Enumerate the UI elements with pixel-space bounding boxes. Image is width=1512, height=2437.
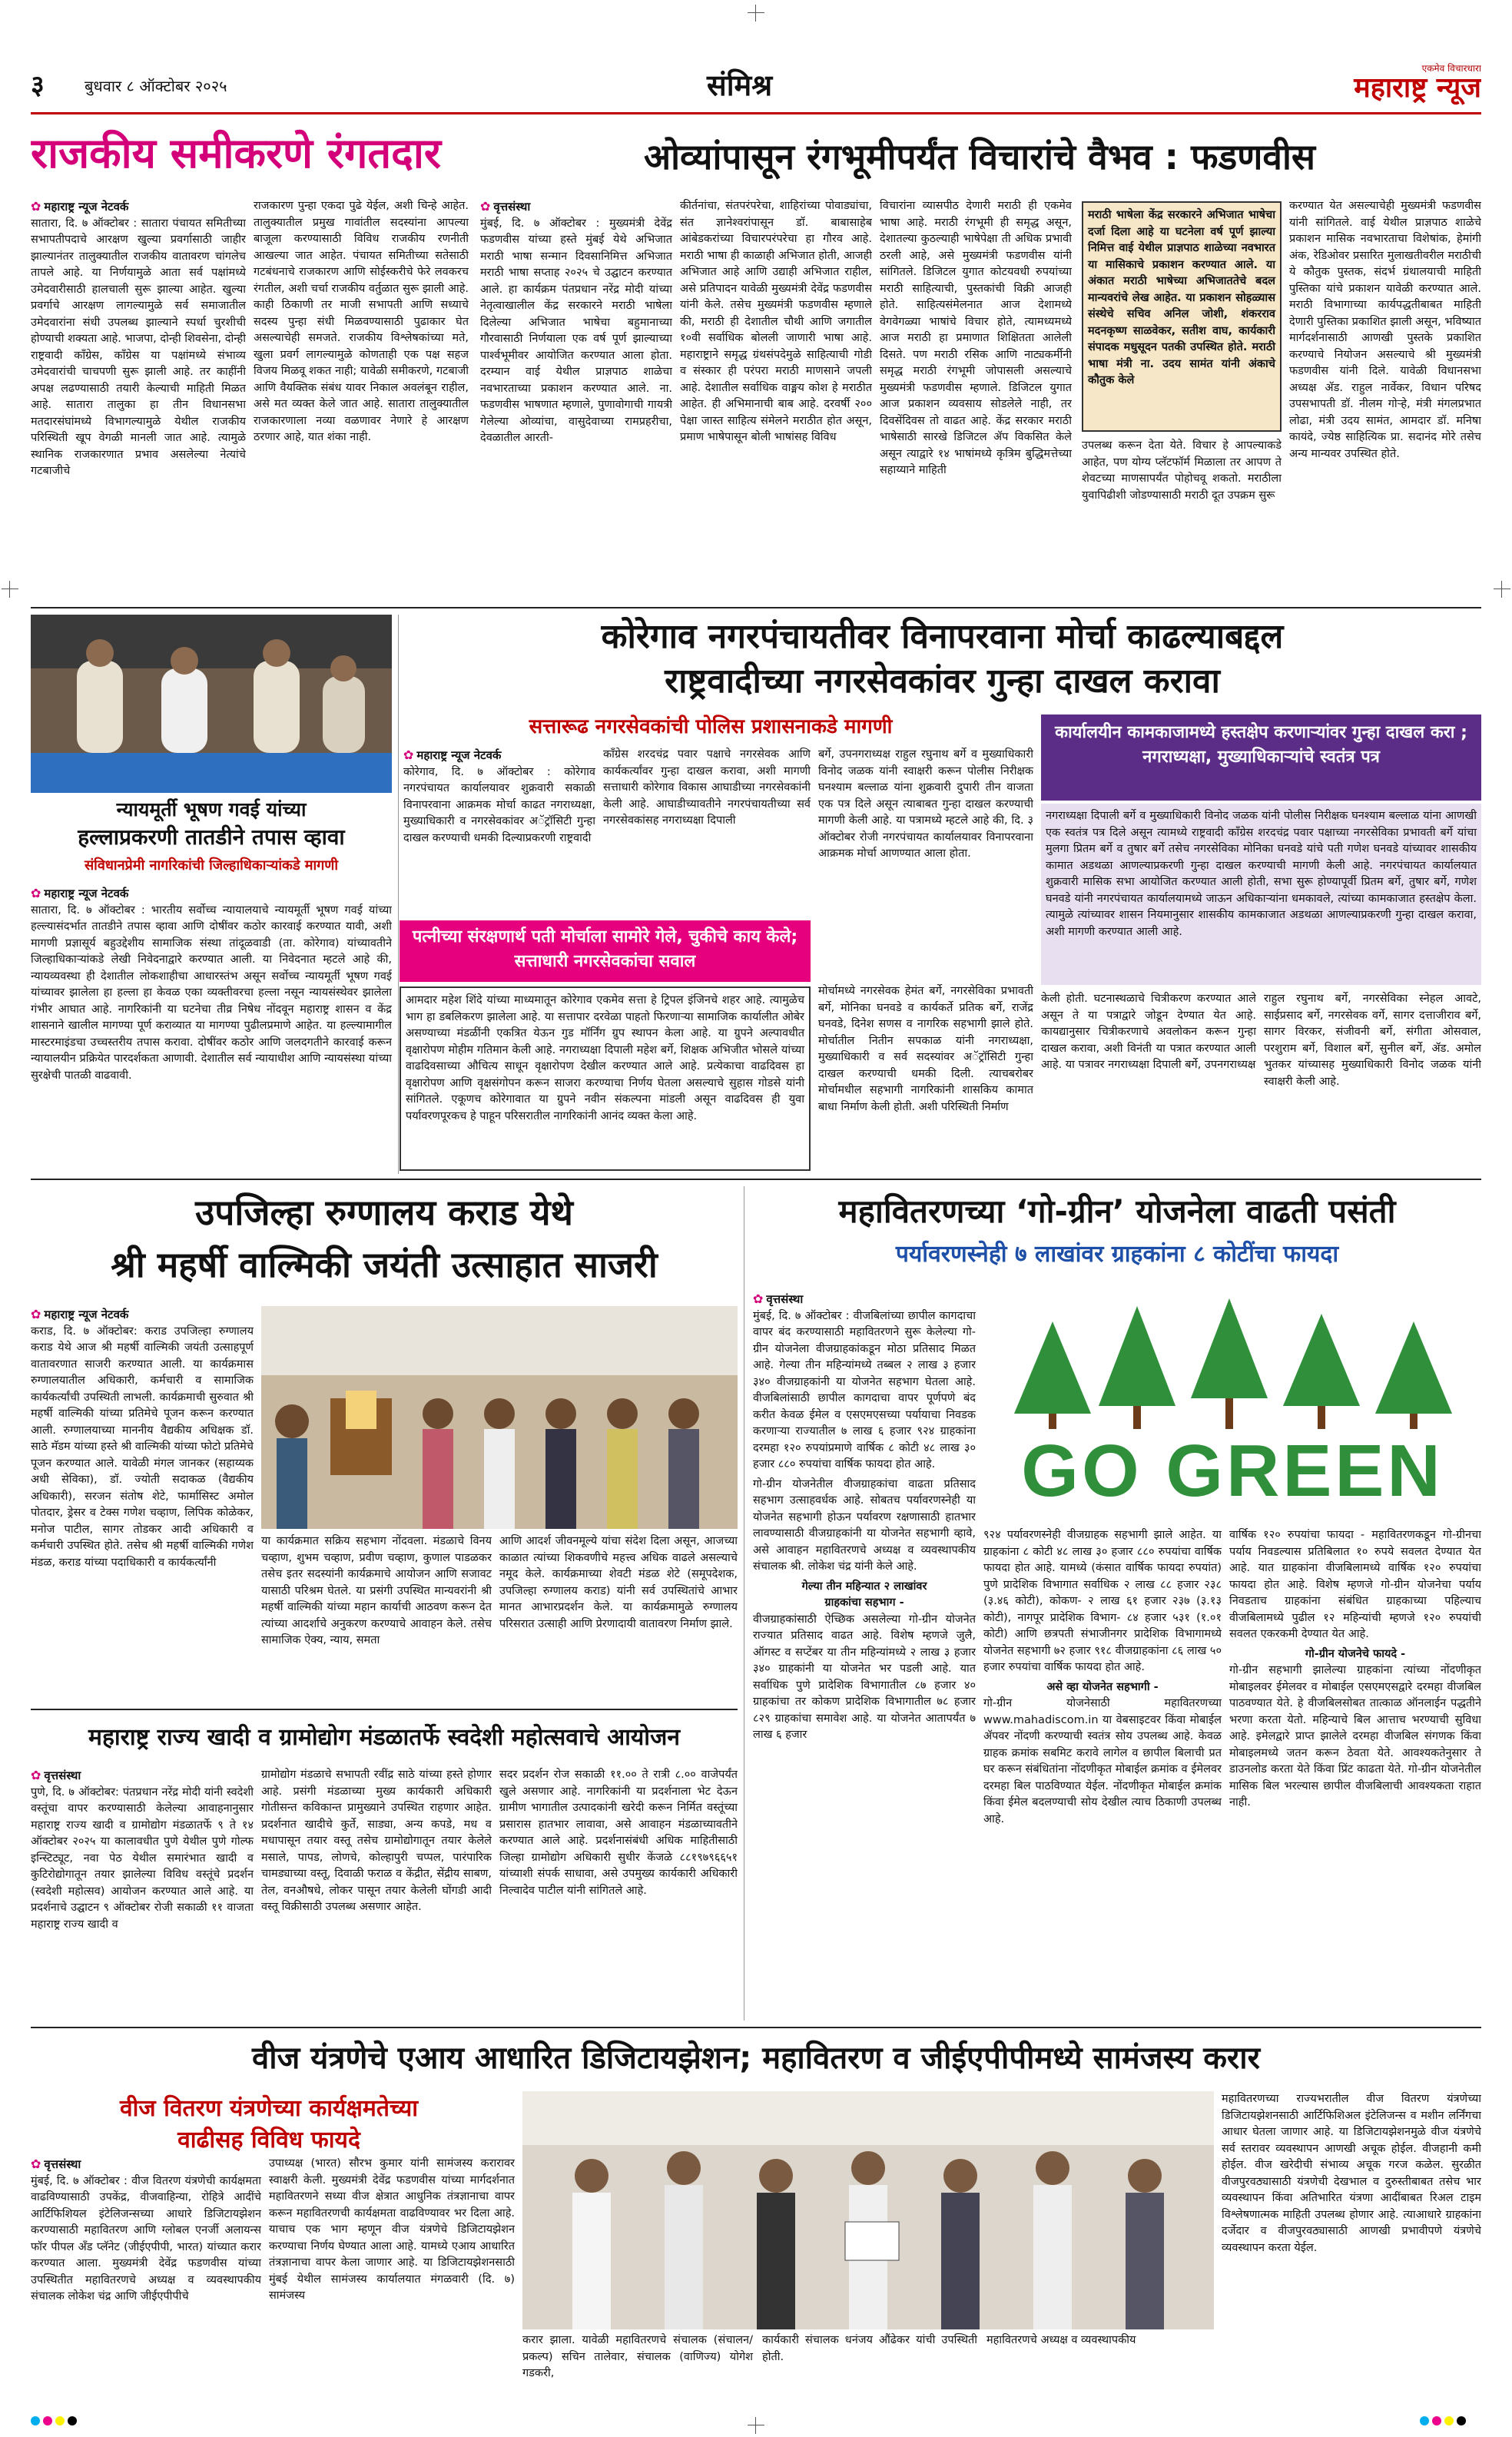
body-text: गो-ग्रीन सहभागी झालेल्या ग्राहकांना त्यांच्या नोंदणीकृत मोबाइलवर ईमेलवर व मोबाईल एसएमएसद्वारे दरमहा वीजबिल पाठवण्यात येते. हे वीजबिलसोबत तात्काळ ऑनलाईन पद्धतीने भरणा करता येतो. महिन्याचे बिल आत्ताच भरण्याची सुविधा आहे. इमेलद्वारे प्राप्त झालेले दरमहा वीजबिल संगणक किंवा मोबाइलमध्ये जतन करून ठेवता येते. आवश्यकतेनुसार ते डाउनलोड करता येते किंवा प्रिंट काढता येते. गो-ग्रीन योजनेतील मासिक बिल भरल्यास छापील वीजबिलाची आवश्यकता राहात नाही. bbox=[1229, 1664, 1481, 1809]
page-number: ३ bbox=[31, 70, 45, 101]
ai-photo-caption bbox=[522, 2333, 1214, 2409]
body-text: मोर्चामध्ये नगरसेवक हेमंत बर्गे, नगरसेविका प्रभावती बर्गे, मोनिका घनवडे व कार्यकर्ते प्रतिक बर्गे, राजेंद्र घनवडे, दिनेश सणस व नागरिक सहभागी झाले होते. मोर्चातील नितीन सपकाळ यांनी नगराध्यक्षा, मुख्याधिकारी व सर्व सदस्यांवर अॅट्रॉसिटी गुन्हा दाखल करण्याची धमकी दिली. त्याचबरोबर मोर्चामधील सहभागी नागरिकांनी शासकिय कामात बाधा निर्माण केली होती. अशी परिस्थिती निर्माण bbox=[818, 985, 1033, 1113]
koregaon-headline bbox=[403, 615, 1481, 707]
fadnavis-column-3 bbox=[880, 198, 1072, 599]
color-registration-left bbox=[31, 2414, 92, 2426]
flower-icon: ✿ bbox=[31, 199, 41, 214]
go-green-logo bbox=[983, 1291, 1481, 1521]
byline: महाराष्ट्र न्यूज नेटवर्क bbox=[44, 887, 129, 900]
registration-mark-bottom bbox=[748, 2417, 764, 2434]
column-divider bbox=[398, 615, 399, 1174]
gogreen-column-1 bbox=[753, 1291, 976, 2021]
page-date: बुधवार ८ ऑक्टोबर २०२५ bbox=[85, 77, 227, 95]
go-green-logo-text: GO GREEN bbox=[1021, 1430, 1444, 1512]
koregaon-headline-line2: राष्ट्रवादीच्या नगरसेवकांवर गुन्हा दाखल करावा bbox=[665, 661, 1220, 701]
byline: वृत्तसंस्था bbox=[44, 1769, 81, 1782]
valmiki-column-1 bbox=[31, 1306, 254, 1706]
body-text: सातारा, दि. ७ ऑक्टोबर : सातारा पंचायत समितीच्या सभापतीपदाचे आरक्षण खुल्या प्रवर्गासाठी जाहीर झाल्यानंतर तालुक्यातील राजकीय वातावरण चांगलेच तापले आहे. या निर्णयामुळे आता सर्व पक्षांमध्ये उमेदवारीसाठी हालचाली सुरू झाल्या आहेत. खुल्या प्रवर्गाचे आरक्षण लागल्यामुळे सर्व समाजातील उमेदवारांना संधी उपलब्ध झाल्याने स्पर्धा चुरशीची होण्याची शक्यता आहे. भाजपा, दोन्ही शिवसेना, दोन्ही राष्ट्रवादी काँग्रेस, काँग्रेस या पक्षांमध्ये संभाव्य उमेदवारांची चाचपणी सुरू झाली आहे. तर काहींनी अपक्ष लढण्यासाठी तयारी केल्याची माहिती मिळत आहे. सातारा तालुका हा तीन विधानसभा मतदारसंघांमध्ये विभागल्यामुळे येथील राजकीय परिस्थिती खूप वेगळी मानली जात आहे. त्यामुळे स्थानिक राजकारणात प्रभाव असलेल्या नेत्यांचे गटबाजीचे bbox=[31, 217, 246, 477]
gavai-body bbox=[31, 885, 392, 1174]
section-title: संमिश्र bbox=[707, 68, 773, 102]
koregaon-purple-banner: कार्यालयीन कामकाजामध्ये हस्तक्षेप करणाऱ्यांवर गुन्हा दाखल करा ; नगराध्यक्षा, मुख्याधिकाऱ्यांचे स्वतंत्र पत्र bbox=[1041, 715, 1481, 801]
fadnavis-column-2 bbox=[680, 198, 872, 599]
body-text: केली होती. घटनास्थळाचे चित्रीकरण करण्यात आले असून ते या पत्राद्वारे जोडून देण्यात येत आहे. कायद्यानुसार चित्रीकरणाचे अवलोकन करून गुन्हा दाखल करावा, अशी विनंती या पत्रात करण्यात आली आहे. या पत्रावर नगराध्यक्षा दिपाली बर्गे, उपनगराध्यक्ष bbox=[1041, 993, 1256, 1071]
body-text: वीजग्राहकांसाठी ऐच्छिक असलेल्या गो-ग्रीन योजनेत राज्यात प्रतिसाद वाढत आहे. विशेष म्हणजे जुलै, ऑगस्ट व सप्टेंबर या तीन महिन्यांमध्ये २ लाख ३ हजार ३४० ग्राहकांनी या योजनेत भर पडली आहे. यात सर्वाधिक पुणे प्रादेशिक विभागातील ८७ हजार ४० ग्राहकांचा तर कोकण प्रादेशिक विभागातील ७८ हजार ८२९ ग्राहकांचा समावेश आहे. या योजनेत आतापर्यंत ७ लाख ६ हजार bbox=[753, 1613, 976, 1741]
flower-icon: ✿ bbox=[31, 2157, 41, 2171]
fadnavis-boxed-note: मराठी भाषेला केंद्र सरकारने अभिजात भाषेचा दर्जा दिला आहे या घटनेला वर्ष पूर्ण झाल्या निमित्त वाई येथील प्राज्ञपाठ शाळेच्या नवभारत या मासिकाचे प्रकाशन करण्यात आले. या अंकात मराठी भाषेच्या अभिजाततेचे बदल मान्यवरांचे लेख आहेत. या प्रकाशन सोहळ्यास संस्थेचे सचिव अनिल जोशी, शंकरराव मदनकृष्ण साळवेकर, सतीश वाघ, कार्यकारी संपादक मधुसूदन पतकी उपस्थित होते. मराठी भाषा मंत्री ना. उदय सामंत यांनी अंकाचे कौतुक केले bbox=[1082, 201, 1282, 432]
byline: महाराष्ट्र न्यूज नेटवर्क bbox=[44, 200, 129, 214]
byline: महाराष्ट्र न्यूज नेटवर्क bbox=[416, 748, 502, 762]
registration-mark-left bbox=[2, 581, 18, 598]
byline: वृत्तसंस्था bbox=[44, 2157, 81, 2171]
body-text: मुंबई, दि. ७ ऑक्टोबर : मुख्यमंत्री देवेंद्र फडणवीस यांच्या हस्ते मुंबई येथे अभिजात मराठी भाषा सन्मान दिवसानिमित्त अभिजात मराठी भाषा सप्ताह २०२५ चे उद्घाटन करण्यात आले. हा कार्यक्रम पंतप्रधान नरेंद्र मोदी यांच्या नेतृत्वाखालील केंद्र सरकारने मराठी भाषेला दिलेल्या अभिजात भाषेचा बहुमानाच्या गौरवासाठी निर्णयाला एक वर्ष पूर्ण झाल्याच्या पार्श्वभूमीवर आयोजित करण्यात आला होता. दरम्यान वाई येथील प्राज्ञपाठ शाळेचा नवभारताच्या प्रकाशन करण्यात आले. ना. फडणवीस भाषणात म्हणाले, पुणावोगाची गायत्री गेलेल्या ओव्यांचा, वासुदेवाच्या रामप्रहरीचा, देवळातील आरती- bbox=[480, 217, 672, 444]
koregaon-column-4 bbox=[818, 983, 1033, 1174]
ai-column-4 bbox=[1222, 2091, 1481, 2409]
body-text: बर्गे, उपनगराध्यक्ष राहुल रघुनाथ बर्गे व मुख्याधिकारी विनोद जळक यांनी स्वाक्षरी करून पोलीस निरीक्षक घनश्याम बल्लाळ यांना शुक्रवारी दुपारी तीन वाजता एक पत्र दिले असून त्याबाबत गुन्हा दाखल करण्याची मागणी केली आहे. या पत्रामध्ये म्हटले आहे की, दि. ३ ऑक्टोबर रोजी नगरपंचायत कार्यालयावर विनापरवाना आक्रमक मोर्चा आणण्यात आला होता. bbox=[818, 748, 1033, 860]
gavai-headline-line1: न्यायमूर्ती भूषण गवई यांच्या bbox=[116, 798, 307, 821]
koregaon-column-5 bbox=[1041, 991, 1256, 1174]
gavai-headline-line2: हल्लाप्रकरणी तातडीने तपास व्हावा bbox=[78, 824, 345, 850]
registration-mark-top bbox=[748, 5, 764, 22]
khadi-column-2 bbox=[261, 1767, 492, 2021]
brand-tagline: एकमेव विचारधारा bbox=[1421, 63, 1481, 74]
fadnavis-headline: ओव्यांपासून रंगभूमीपर्यंत विचारांचे वैभव : फडणवीस bbox=[644, 136, 1315, 177]
body-text: काँग्रेस शरदचंद्र पवार पक्षाचे नगरसेवक आणि कार्यकर्त्यांवर गुन्हा दाखल करावा, अशी मागणी सत्ताधारी कोरेगाव विकास आघाडीच्या नगरसेवकांनी केली आहे. आघाडीच्यावतीने नगरपंचायतीच्या सर्व नगरसेवकांसह नगराध्यक्षा दिपाली bbox=[603, 748, 811, 827]
fadnavis-column-4 bbox=[1082, 438, 1282, 599]
protest-photo bbox=[31, 615, 392, 793]
body-text: उपलब्ध करून देता येते. विचार हे आपल्याकडे आहेत, पण योग्य प्लॅटफॉर्म मिळाला तर आपण ते शेवटच्या माणसापर्यंत पोहोचवू शकतो. मराठीला युवापिढीशी जोडण्यासाठी मराठी दूत उपक्रम सुरू bbox=[1082, 439, 1282, 502]
koregaon-pink-box: पत्नीच्या संरक्षणार्थ पती मोर्चाला सामोरे गेले, चुकीचे काय केले; सत्ताधारी नगरसेवकांचा सवाल bbox=[400, 920, 811, 982]
khadi-headline: महाराष्ट्र राज्य खादी व ग्रामोद्योग मंडळातर्फे स्वदेशी महोत्सवाचे आयोजन bbox=[88, 1724, 680, 1751]
rajkiya-column-2 bbox=[254, 198, 469, 599]
body-text: उपाध्यक्ष (भारत) सौरभ कुमार यांनी सामंजस्य करारावर स्वाक्षरी केली. मुख्यमंत्री देवेंद्र फडणवीस यांच्या मार्गदर्शनात महावितरणने सध्या वीज क्षेत्रात आधुनिक तंत्रज्ञानाचा वापर करून महावितरणची कार्यक्षमता वाढविण्यावर भर दिला आहे. याचाच एक भाग म्हणून वीज यंत्रणेचे डिजिटायझेशन करण्याचा निर्णय घेण्यात आला आहे. यामध्ये एआय आधारित तंत्रज्ञानाचा वापर केला जाणार आहे. या डिजिटायझेशनसाठी मुंबई येथील सामंजस्य कार्यालयात मंगळवारी (दि. ७) सामंजस्य bbox=[269, 2157, 515, 2302]
section-divider bbox=[31, 1179, 1481, 1180]
koregaon-headline-line1: कोरेगाव नगरपंचायतीवर विनापरवाना मोर्चा काढल्याबद्दल bbox=[601, 617, 1284, 656]
valmiki-event-photo bbox=[261, 1306, 738, 1529]
fadnavis-column-5 bbox=[1289, 198, 1481, 599]
body-text: करण्यात येत असल्याचेही मुख्यमंत्री फडणवीस यांनी सांगितले. वाई येथील प्राज्ञपाठ शाळेचे प्रकाशन मासिक नवभारताचा विशेषांक, हेमांगी अंक, रेडिओवर प्रसारित मुलाखतीवरील मराठीची ये कौतुक पुस्तक, संदर्भ ग्रंथालयाची माहिती पुस्तिका यांचे प्रकाशन यावेळी करण्यात आले. मराठी विभागाच्या कार्यपद्धतीबाबत माहिती देणारी पुस्तिका प्रकाशित झाली असून, भविष्यात मार्गदर्शनासाठी आणखी पुस्तके प्रकाशित करण्याचे नियोजन असल्याचे श्री मुख्यमंत्री फडणवीस यांनी दिले. यावेळी विधानसभा अध्यक्ष ॲड. राहुल नार्वेकर, विधान परिषद उपसभापती डॉ. नीलम गोऱ्हे, मंत्री मंगलप्रभात लोढा, मंत्री उदय सामंत, आमदार डॉ. मनिषा कायंदे, ज्येष्ठ साहित्यिक प्रा. सदानंद मोरे तसेच अन्य मान्यवर उपस्थित होते. bbox=[1289, 200, 1481, 460]
valmiki-column-2 bbox=[261, 1533, 492, 1703]
body-text: महावितरणच्या राज्यभरातील वीज वितरण यंत्रणेच्या डिजिटायझेशनसाठी आर्टिफिशिअल इंटेलिजन्स व मशीन लर्निंगचा आधार घेतला जाणार आहे. या डिजिटायझेशनमुळे वीज यंत्रणेचे सर्व स्तरावर व्यवस्थापन आणखी अचूक होईल. वीजहानी कमी होईल. वीज खरेदीची संभाव्य अचूक गरज कळेल. सुरळीत वीजपुरवठ्यासाठी यंत्रणेची देखभाल व दुरुस्तीबाबत तसेच भार व्यवस्थापन किंवा अतिभारित यंत्रणा आदींबाबत रिअल टाइम विश्लेषणात्मक माहिती उपलब्ध होणार आहे. त्याआधारे ग्राहकांना दर्जेदार व वीजपुरवठ्यासाठी आणखी प्रभावीपणे यंत्रणेचे व्यवस्थापन करता येईल. bbox=[1222, 2093, 1481, 2254]
body-text: मुंबई, दि. ७ ऑक्टोबर : वीज वितरण यंत्रणेची कार्यक्षमता वाढविण्यासाठी उपकेंद्र, वीजवाहिन्या, रोहित्रे आदींचे आर्टिफिशियल इंटेलिजन्सच्या आधारे डिजिटायझेशन करण्यासाठी महावितरण आणि ग्लोबल एनर्जी अलायन्स फॉर पीपल ॲंड प्लॅनेट (जीईएपीपी, भारत) यांच्यात करार करण्यात आला. मुख्यमंत्री देवेंद्र फडणवीस यांच्या उपस्थितीत महावितरणचे अध्यक्ष व व्यवस्थापकीय संचालक लोकेश चंद्र आणि जीईएपीपीचे bbox=[31, 2174, 261, 2303]
valmiki-headline-line2: श्री महर्षी वाल्मिकी जयंती उत्साहात साजरी bbox=[111, 1244, 658, 1285]
caption-text: महावितरणचे अध्यक्ष व व्यवस्थापकीय bbox=[986, 2334, 1136, 2346]
section-divider bbox=[31, 607, 1481, 608]
body-text: कोरेगाव, दि. ७ ऑक्टोबर : कोरेगाव नगरपंचायत कार्यालयावर शुक्रवारी सकाळी विनापरवाना आक्रमक मोर्चा काढत नगराध्यक्षा, मुख्याधिकारी व नगरसेवकांवर अॅट्रॉसिटी गुन्हा दाखल करण्याची धमकी दिल्याप्रकरणी राष्ट्रवादी bbox=[403, 765, 595, 844]
gogreen-headline: महावितरणच्या ‘गो-ग्रीन’ योजनेला वाढती पसंती पर्यावरणस्नेही ७ लाखांवर ग्राहकांना ८ कोटींचा फायदा bbox=[753, 1186, 1481, 1286]
rajkiya-column-1 bbox=[31, 198, 246, 599]
koregaon-column-2 bbox=[603, 747, 811, 923]
body-text: सातारा, दि. ७ ऑक्टोबर : भारतीय सर्वोच्च न्यायालयाचे न्यायमूर्ती भूषण गवई यांच्या हल्ल्यासंदर्भात तातडीने तपास व्हावा आणि दोषींवर कठोर कारवाई करण्यात यावी, अशी मागणी प्रज्ञासूर्य बहुउद्देशीय सामाजिक संस्था तांदूळवाडी (ता. कोरेगाव) यांच्यावतीने जिल्हाधिकाऱ्यांकडे लेखी निवेदनाद्वारे करण्यात आली. या निवेदनात म्हटले आहे की, न्यायव्यवस्था ही देशातील लोकशाहीचा आधारस्तंभ असून सर्वोच्च न्यायमूर्ती भूषण गवई यांच्यावर झालेला हा हल्ला हा केवळ एका व्यक्तीवरचा हल्ला नसून न्यायसंस्थेवर झालेला गंभीर आघात आहे. नागरिकांनी या घटनेचा तीव्र निषेध नोंदवून महाराष्ट्र शासन व केंद्र शासनाने खालील मागण्या पूर्ण कराव्यात या मागण्या पुढीलप्रमाणे आहेत. या हल्ल्यामागील मास्टरमाइंडचा उच्चस्तरीय तपास करावा. दोषींवर कठोर आणि जलदगतीने कारवाई करून न्यायालयीन प्रक्रियेत पारदर्शकता आणावी. देशातील सर्व न्यायाधीश आणि न्यायसंस्था यांच्या सुरक्षेची पातळी वाढवावी. bbox=[31, 904, 392, 1082]
body-text: विचारांना व्यासपीठ देणारी मराठी ही एकमेव भाषा आहे. मराठी रंगभूमी ही समृद्ध असून, देशातल्या कुठल्याही भाषेपेक्षा ती अधिक प्रभावी ठरली आहे, असे मुख्यमंत्री फडणवीस यांनी सांगितले. डिजिटल युगात कोटयवधी रुपयांच्या मराठी साहित्याची, पुस्तकांची विक्री आजही होते. साहित्यसंमेलनात आज देशामध्ये वेगवेगळ्या भाषांचे विचार होते, त्यामध्यमध्ये आज मराठी हा प्रमाणात शिक्षितता आलेली दिसते. पण मराठी रसिक आणि नाट्यकर्मीनी समृद्ध मराठी रंगभूमी जोपासली असल्याचे मुख्यमंत्री फडणवीस म्हणाले. डिजिटल युगात आज प्रकाशन व्यवसाय सोडलेले नाही, तर दिवसेंदिवस तो वाढत आहे. केंद्र सरकार मराठी भाषेसाठी सारखे डिजिटल ॲप विकसित केले असून त्याद्वारे १४ भाषांमध्ये कृत्रिम बुद्धिमत्तेच्या सहाय्याने माहिती bbox=[880, 200, 1072, 476]
section-divider bbox=[31, 2027, 1481, 2028]
masthead bbox=[31, 61, 1481, 108]
flower-icon: ✿ bbox=[31, 1768, 41, 1782]
gavai-headline bbox=[31, 796, 392, 880]
caption-text: कार्यकारी संचालक धनंजय औंढेकर यांची उपस्थिती होती. bbox=[762, 2334, 977, 2363]
koregaon-column-1 bbox=[403, 747, 595, 923]
flower-icon: ✿ bbox=[31, 886, 41, 900]
body-text: पुणे, दि. ७ ऑक्टोबर: पंतप्रधान नरेंद्र मोदी यांनी स्वदेशी वस्तूंचा वापर करण्यासाठी केलेल्या आवाहनानुसार महाराष्ट्र राज्य खादी व ग्रामोद्योग मंडळातर्फे ९ ते १४ ऑक्टोबर २०२५ या कालावधीत पुणे येथील पुणे गोल्फ इन्स्टिट्यूट, नवा पेठ येथील समारंभात खादी व कुटिरोद्योगातून तयार झालेल्या विविध वस्तूंचे प्रदर्शन (स्वदेशी महोत्सव) आयोजन करण्यात आले आहे. या प्रदर्शनाचे उद्घाटन ९ ऑक्टोबर रोजी सकाळी ११ वाजता महाराष्ट्र राज्य खादी व bbox=[31, 1785, 254, 1931]
masthead-rule bbox=[31, 112, 1481, 114]
ai-column-1 bbox=[31, 2156, 261, 2409]
byline: महाराष्ट्र न्यूज नेटवर्क bbox=[44, 1308, 129, 1321]
mou-photo bbox=[522, 2091, 1214, 2329]
registration-mark-right bbox=[1494, 581, 1510, 598]
fadnavis-column-1 bbox=[480, 198, 672, 599]
ai-column-2 bbox=[269, 2156, 515, 2409]
byline: वृत्तसंस्था bbox=[766, 1292, 804, 1306]
body-text: राजकारण पुन्हा एकदा पुढे येईल, अशी चिन्हे आहेत. तालुक्यातील प्रमुख गावांतील सदस्यांना आपल्या बाजूला करण्यासाठी विविध राजकीय रणनीती आखल्या जात आहेत. पंचायत समितीच्या सतेसाठी गटबंधनाचे राजकारण आणि सोईस्करीचे फेरे लवकरच रंगतील, अशी चर्चा राजकीय वर्तुळात सुरू झाली आहे. काही ठिकाणी तर माजी सभापती आणि सध्याचे सदस्य पुन्हा संधी मिळवण्यासाठी पुढाकार घेत असल्याचेही समजते. राजकीय विश्लेषकांच्या मते, खुला प्रवर्ग लागल्यामुळे कोणताही एक पक्ष सहज विजय मिळवू शकत नाही; यावेळी समीकरणे, गटबाजी आणि वैयक्तिक संबंध यावर निकाल अवलंबून राहील, असे मत व्यक्त केले जात आहे. सातारा तालुक्यातील राजकारणाला नव्या वळणावर नेणारे हे आरक्षण ठरणार आहे, यात शंका नाही. bbox=[254, 200, 469, 443]
flower-icon: ✿ bbox=[31, 1307, 41, 1321]
flower-icon: ✿ bbox=[403, 748, 414, 762]
koregaon-column-6 bbox=[1264, 991, 1481, 1174]
body-text: गो-ग्रीन योजनेसाठी महावितरणच्या www.mahadiscom.in या वेबसाइटवर किंवा मोबाईल ॲपवर नोंदणी करण्याची स्वतंत्र सोय उपलब्ध आहे. केवळ ग्राहक क्रमांक सबमिट करावे लागेल व छापील बिलाची प्रत घर करून संबंधितांना नोंदणीकृत मोबाईल क्रमांक व ईमेलवर दरमहा बिल पाठविण्यात येईल. नोंदणीकृत मोबाईल क्रमांक किंवा ईमेल बदलण्याची सोय देखील त्याच ठिकाणी उपलब्ध आहे. bbox=[983, 1697, 1222, 1825]
body-text: वार्षिक १२० रुपयांचा फायदा - महावितरणकडून गो-ग्रीनचा पर्याय निवडल्यास प्रतिबिलात १० रुपये सवलत देण्यात येत आहे. यात ग्राहकांना वीजबिलामध्ये वार्षिक १२० रुपयांचा फायदा होत आहे. विशेष म्हणजे गो-ग्रीन योजनेचा पर्याय निवडताच ग्राहकांना संबंधित ग्राहकाच्या पहिल्याच वीजबिलामध्ये पुढील १२ महिन्यांची म्हणजे १२० रुपयांची सवलत एकरकमी देण्यात येत आहे. bbox=[1229, 1529, 1481, 1640]
gavai-subhead: संविधानप्रेमी नागरिकांची जिल्हाधिकाऱ्यांकडे मागणी bbox=[85, 857, 338, 874]
gogreen-column-2 bbox=[983, 1527, 1222, 2021]
section-divider bbox=[31, 1709, 738, 1710]
body-text: सदर प्रदर्शन रोज सकाळी ११.०० ते रात्री ८.०० वाजेपर्यंत खुले असणार आहे. नागरिकांनी या प्रदर्शनाला भेट देऊन ग्रामीण भागातील उत्पादकांनी खरेदी करून निर्मित वस्तूंच्या प्रसारास हातभार लावावा, असे आवाहन मंडळाच्यावतीने करण्यात आले आहे. प्रदर्शनासंबंधी अधिक माहितीसाठी जिल्हा ग्रामोद्योग अधिकारी सुधीर केंजळे ८८१९७९६६५१ यांच्याशी संपर्क साधावा, असे उपमुख्य कार्यकारी अधिकारी निल्वादेव पाटील यांनी सांगितले आहे. bbox=[499, 1769, 738, 1897]
valmiki-column-3 bbox=[499, 1533, 738, 1703]
body-text: आणि आदर्श जीवनमूल्ये यांचा संदेश दिला असून, आजच्या काळात त्यांच्या शिकवणीचे महत्त्व अधिक वाढले असल्याचे नमूद केले. कार्यक्रमाच्या शेवटी मंडळ शेटे (समूपदेशक, उपजिल्हा रुग्णालय कराड) यांनी सर्व उपस्थितांचे आभार मानत आभारप्रदर्शन केले. या कार्यक्रमामुळे रुग्णालय परिसरात उत्साही आणि प्रेरणादायी वातावरण निर्माण झाले. bbox=[499, 1535, 738, 1630]
body-text: गो-ग्रीन योजनेतील वीजग्राहकांचा वाढता प्रतिसाद सहभाग उत्साहवर्धक आहे. सोबतच पर्यावरणस्नेही या योजनेत सहभागी होऊन पर्यावरण रक्षणासाठी हातभार लावण्यासाठी वीजग्राहकांनी या योजनेत सहभागी व्हावे, असे आवाहन महावितरणचे अध्यक्ष व व्यवस्थापकीय संचालक श्री. लोकेश चंद्र यांनी केले आहे. bbox=[753, 1477, 976, 1573]
ai-headline: वीज यंत्रणेचे एआय आधारित डिजिटायझेशन; महावितरण व जीईएपीपीमध्ये सामंजस्य करार bbox=[251, 2041, 1261, 2076]
protest-photo-image bbox=[31, 615, 392, 793]
body-text: या कार्यक्रमात सक्रिय सहभाग नोंदवला. मंडळाचे विनय चव्हाण, शुभम चव्हाण, प्रवीण चव्हाण, कुणाल पाडळकर तसेच इतर सदस्यांनी कार्यक्रमाचे आयोजन आणि सजावट यासाठी परिश्रम घेतले. या प्रसंगी उपस्थित मान्यवरांनी श्री महर्षी वाल्मिकी यांच्या महान कार्याची आठवण करून देत त्यांच्या आदर्शाचे अनुकरण करण्याचे आवाहन केले. तसेच सामाजिक ऐक्य, न्याय, समता bbox=[261, 1535, 492, 1646]
gogreen-subtitle-3: गो-ग्रीन योजनेचे फायदे - bbox=[1305, 1647, 1406, 1660]
khadi-column-1 bbox=[31, 1767, 254, 2021]
flower-icon: ✿ bbox=[753, 1291, 764, 1306]
koregaon-subhead: सत्तारूढ नगरसेवकांची पोलिस प्रशासनाकडे मागणी bbox=[529, 715, 893, 738]
koregaon-purple-text: नगराध्यक्षा दिपाली बर्गे व मुख्याधिकारी विनोद जळक यांनी पोलीस निरीक्षक घनश्याम बल्लाळ यांना आणखी एक स्वतंत्र पत्र दिले असून त्यामध्ये राष्ट्रवादी काँग्रेस शरदचंद्र पवार पक्षाच्या नगरसेविका प्रभावती बर्गे यांचा मुलगा प्रितम बर्गे व तुषार बर्गे तसेच नगरसेविका मोनिका घनवडे यांचे पती गणेश घनवडे यांच्यावर शासकीय कामात अडथळा आणल्याप्रकरणी गुन्हा दाखल करण्याची मागणी केली आहे. नगरपंचायत कार्यालयात शुक्रवारी मासिक सभा आयोजित करण्यात आली होती, सभा सुरू होण्यापूर्वी प्रितम बर्गे, तुषार बर्गे, गणेश घनवडे यांनी नगरपंचायत कार्यालयामध्ये जाऊन अधिकाऱ्यांना धमकावले, त्यांच्या कामकाजात हस्तक्षेप केला. त्यामुळे त्यांच्यावर शासन नियमानुसार शासकीय कामकाजात अडथळा आणल्याप्रकरणी गुन्हा दाखल करावा, अशी मागणी करण्यात आली आहे. bbox=[1041, 804, 1481, 985]
body-text: ग्रामोद्योग मंडळाचे सभापती रवींद्र साठे यांच्या हस्ते होणार आहे. प्रसंगी मंडळाच्या मुख्य कार्यकारी अधिकारी गोतीसन्त कविकान्त प्रामुख्याने उपस्थित राहणार आहेत. प्रदर्शनात खादीचे कुर्ते, साड्या, अन्य कपडे, मध व मधापासून तयार वस्तू तसेच ग्रामोद्योगातून तयार केलेले मसाले, पापड, लोणचे, कोल्हापुरी चप्पल, पारंपारिक चामड्याच्या वस्तू, दिवाळी फराळ व केंद्रीत, सेंद्रीय साबण, तेल, वनऔषधे, लोकर पासून तयार केलेली घोंगडी आदी वस्तू विक्रीसाठी उपलब्ध असणार आहेत. bbox=[261, 1769, 492, 1913]
color-registration-right bbox=[1420, 2414, 1481, 2426]
gogreen-subtitle-1: गेल्या तीन महिन्यात २ लाखांवर ग्राहकांचा सहभाग - bbox=[801, 1580, 927, 1609]
body-text: राहुल रघुनाथ बर्गे, नगरसेविका स्नेहल आवटे, साईप्रसाद बर्गे, नगरसेवक वर्गे, सागर दत्ताजीराव बर्गे, सागर विरकर, संजीवनी बर्गे, संगीता ओसवाल, परशुराम बर्गे, विशाल बर्गे, सुनील बर्गे, ॲड. अमोल भुतकर यांच्यासह मुख्याधिकारी विनोद जळक यांनी स्वाक्षरी केली आहे. bbox=[1264, 993, 1481, 1088]
byline: वृत्तसंस्था bbox=[493, 200, 531, 214]
valmiki-event-image bbox=[261, 1306, 738, 1529]
valmiki-headline-line1: उपजिल्हा रुग्णालय कराड येथे bbox=[195, 1192, 573, 1233]
koregaon-boxed-text: आमदार महेश शिंदे यांच्या माध्यमातून कोरेगाव एकमेव सत्ता हे ट्रिपल इंजिनचे शहर आहे. त्यामुळेच भाग हा डबलिकरण झालेला आहे. या सत्तापार दरवेळा पाहतो फिरणाऱ्या सामाजिक कार्यालीत ओबेर असण्याच्या मंडळींनी एकत्रित येऊन गुड मॉर्निंग ग्रुप स्थापन केला आहे. या ग्रुपने अल्पावधीत वृक्षारोपण मोहीम गतिमान केली आहे. नगराध्यक्षा दिपाली महेश बर्गे, शिक्षक अभिजीत भोसले यांच्या वाढदिवसाच्या औचित्य साधून वृक्षारोपण देखील करण्यात आले आहे. प्रत्येकाचा वाढदिवस हा वृक्षारोपण आणि वृक्षसंगोपन करून साजरा करण्याचा निर्णय घेतला असल्याचे सुहास गोडसे यांनी सांगितले. एकूणच कोरेगावात या ग्रुपने नवीन संकल्पना मांडली असून वाढदिवस ही युवा पर्यावरणपूरकच हे पाहून परिसरातील नागरिकांनी आनंद व्यक्त केला आहे. bbox=[400, 986, 811, 1171]
ai-subhead: वीज वितरण यंत्रणेच्या कार्यक्षमतेच्या वाढीसह विविध फायदे bbox=[119, 2095, 419, 2153]
gogreen-column-3 bbox=[1229, 1527, 1481, 2021]
gogreen-subhead: पर्यावरणस्नेही ७ लाखांवर ग्राहकांना ८ कोटींचा फायदा bbox=[895, 1241, 1339, 1268]
gogreen-subtitle-2: असे व्हा योजनेत सहभागी - bbox=[1046, 1680, 1159, 1693]
flower-icon: ✿ bbox=[480, 199, 491, 214]
khadi-column-3 bbox=[499, 1767, 738, 2021]
body-text: कराड, दि. ७ ऑक्टोबर: कराड उपजिल्हा रुग्णालय कराड येथे आज श्री महर्षी वाल्मिकी जयंती उत्साहपूर्ण वातावरणात साजरी करण्यात आली. या कार्यक्रमास रुग्णालयातील अधिकारी, कर्मचारी व सामाजिक कार्यकर्त्यांची उपस्थिती लाभली. कार्यक्रमाची सुरुवात श्री महर्षी वाल्मिकी यांच्या प्रतिमेचे पूजन करून करण्यात आली. रुग्णालयाच्या माननीय वैद्यकीय अधिक्षक डॉ. साठे मॅडम यांच्या हस्ते श्री वाल्मिकी यांच्या फोटो प्रतिमेचे पूजन करण्यात आले. यावेळी मंगल जानकर (सहाय्यक अधी सेविका), डॉ. ज्योती सदाकळ (वैद्यकीय अधिकारी), सरजन संतोष शेटे, फार्मासिस्ट अमोल पोतदार, ड्रेसर व टेक्स गणेश चव्हाण, लिपिक कोळेकर, मनोज पाटील, सागर तोडकर आदी अधिकारी व कर्मचारी उपस्थित होते. तसेच श्री महर्षी वाल्मिकी गणेश मंडळ, कराड यांच्या पदाधिकारी व कार्यकर्त्यांनी bbox=[31, 1325, 254, 1569]
brand-name: महाराष्ट्र न्यूज bbox=[1354, 72, 1481, 104]
koregaon-column-3 bbox=[818, 747, 1033, 977]
brand-logo bbox=[1354, 61, 1481, 102]
mou-signing-image bbox=[522, 2091, 1214, 2329]
caption-text: करार झाला. यावेळी महावितरणचे संचालक (संचालन/प्रकल्प) सचिन तालेवार, संचालक (वाणिज्य) योगेश गडकरी, bbox=[522, 2334, 753, 2379]
valmiki-headline bbox=[31, 1186, 738, 1301]
body-text: कीर्तनांचा, संतपरंपरेचा, शाहिरांच्या पोवाड्यांचा, संत ज्ञानेश्वरांपासून डॉ. बाबासाहेब आंबेडकरांच्या विचारपरंपरेचा हा गौरव आहे. मराठी भाषा ही काळाही अभिजात होती, आजही अभिजात आहे आणि उद्याही अभिजात राहील, असे प्रतिपादन यावेळी मुख्यमंत्री देवेंद्र फडणवीस यांनी केले. तसेच मुख्यमंत्री फडणवीस म्हणाले की, मराठी ही देशातील चौथी आणि जगातील १०वी सर्वाधिक बोलली जाणारी भाषा आहे. महाराष्ट्राने समृद्ध ग्रंथसंपदेमुळे साहित्याची गोडी व संस्कार ही परंपरा मराठी माणसाने जपली आहे. देशातील सर्वाधिक वाङ्मय कोश हे मराठीत आहेत. ही अभिमानाची बाब आहे. दरवर्षी २०० पेक्षा जास्त साहित्य संमेलने मराठीत होत असून, प्रमाण भाषेपासून बोली भाषांसह विविध bbox=[680, 200, 872, 443]
rajkiya-headline: राजकीय समीकरणे रंगतदार bbox=[31, 123, 469, 191]
body-text: ९२४ पर्यावरणस्नेही वीजग्राहक सहभागी झाले आहेत. या ग्राहकांना ८ कोटी ४८ लाख ३० हजार ८८० रुपयांचा वार्षिक फायदा होत आहे. यामध्ये (कंसात वार्षिक फायदा रुपयांत) पुणे प्रादेशिक विभागात सर्वाधिक २ लाख ८८ हजार २३८ (३.४६ कोटी), कोकण- २ लाख ६१ हजार २३७ (३.१३ कोटी), नागपूर प्रादेशिक विभाग- ८४ हजार ५३१ (१.०१ कोटी) आणि छत्रपती संभाजीनगर प्रादेशिक विभागामध्ये योजनेत सहभागी ७२ हजार ९१८ वीजग्राहकांना ८६ लाख ५० हजार रुपयांचा वार्षिक फायदा होत आहे. bbox=[983, 1529, 1222, 1673]
body-text: मुंबई, दि. ७ ऑक्टोबर : वीजबिलांच्या छापील कागदाचा वापर बंद करण्यासाठी महावितरणने सुरू केलेल्या गो-ग्रीन योजनेला वीजग्राहकांकडून मोठा प्रतिसाद मिळत आहे. गेल्या तीन महिन्यांमध्ये तब्बल २ लाख ३ हजार ३४० वीजग्राहकांनी या योजनेत सहभाग घेतला आहे. वीजबिलांसाठी छापील कागदाचा वापर पूर्णपणे बंद करीत केवळ ईमेल व एसएमएसच्या पर्यायाचा निवडक करणाऱ्या राज्यातील ७ लाख ६ हजार ९२४ ग्राहकांना दरमहा १२० रुपयांप्रमाणे वार्षिक ८ कोटी ४८ लाख ३० हजार ८८० रुपयांचा वार्षिक फायदा होत आहे. bbox=[753, 1309, 976, 1470]
